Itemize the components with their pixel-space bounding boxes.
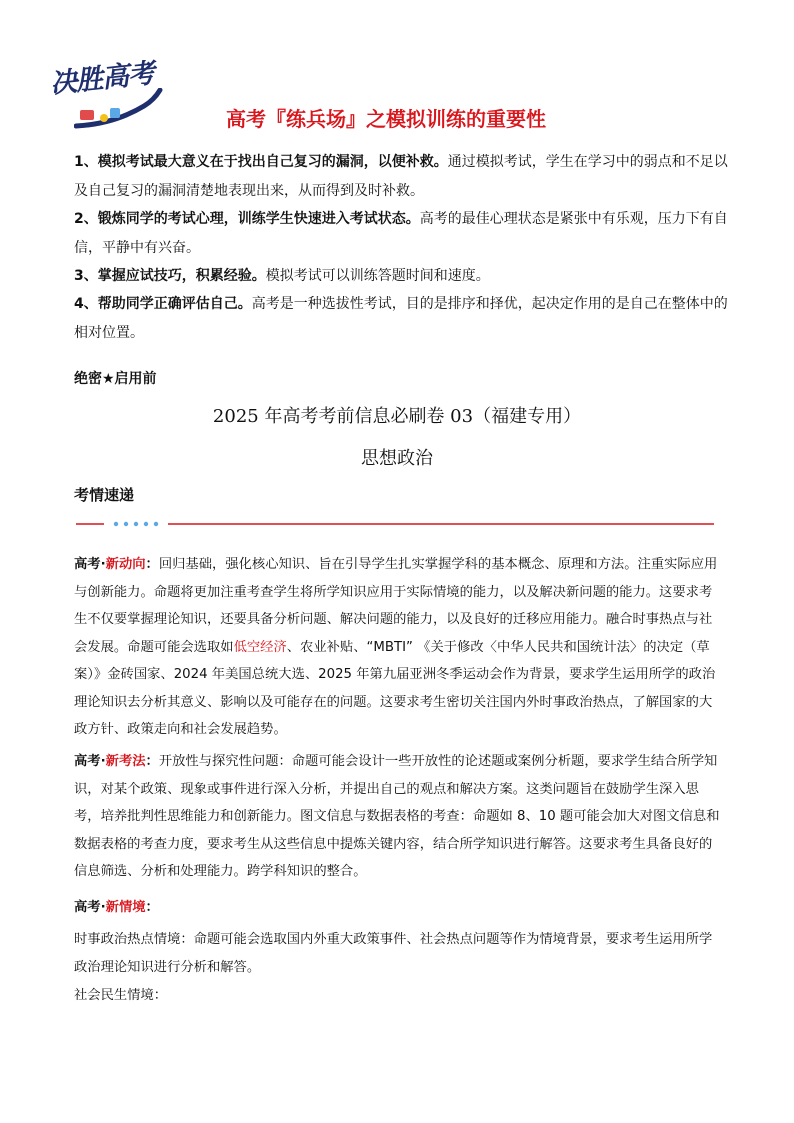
intro-point-bold: 3、掌握应试技巧，积累经验。 (74, 268, 266, 284)
method-label: 高考·新考法： (74, 754, 159, 769)
situation-label: 高考·新情境： (74, 900, 159, 915)
trend-text-after: 、农业补贴、“MBTI” 《关于修改〈中华人民共和国统计法〉的决定（草案）》金砖国家、2024 年美国总统大选、2025 年第九届亚洲冬季运动会作为背景，要求学生运用所学的政治理论知识去分析其意义、影响以及可能存在的问题。这要求考生密切关注国内外时事政治热点，了解国家的大政方针、政策走向和社会发展趋势。 (74, 639, 716, 737)
method-paragraph (74, 748, 724, 886)
subject-title: 思想政治 (361, 448, 433, 469)
intro-point-bold: 2、锻炼同学的考试心理，训练学生快速进入考试状态。 (74, 211, 420, 227)
trend-paragraph (74, 551, 724, 744)
intro-point-2 (74, 205, 730, 262)
logo-swoosh-icon (74, 88, 164, 132)
logo-brand-text: 决胜高考 (48, 58, 156, 100)
banner-title: 高考『练兵场』之模拟训练的重要性 (226, 107, 546, 131)
secret-label: 绝密★启用前 (74, 371, 157, 387)
brand-logo (46, 58, 164, 132)
intro-point-text: 高考是一种选拔性考试，目的是排序和择优，起决定作用的是自己在整体中的相对位置。 (74, 296, 728, 341)
situation-paragraph-1: 时事政治热点情境：命题可能会选取国内外重大政策事件、社会热点问题等作为情境背景，要求考生运用所学政治理论知识进行分析和解答。 (74, 932, 713, 975)
intro-point-4 (74, 290, 730, 347)
trend-highlight: 低空经济 (233, 639, 287, 655)
trend-text-before: 回归基础，强化核心知识、旨在引导学生扎实掌握学科的基本概念、原理和方法。注重实际应用与创新能力。命题将更加注重考查学生将所学知识应用于实际情境的能力，以及解决新问题的能力。这要求考生不仅要掌握理论知识，还要具备分析问题、解决问题的能力，以及良好的迁移应用能力。融合时事热点与社会发展。命题可能会选取如 (74, 557, 718, 655)
intro-point-bold: 1、模拟考试最大意义在于找出自己复习的漏洞，以便补救。 (74, 154, 448, 170)
section-heading: 考情速递 (74, 486, 135, 504)
intro-point-text: 模拟考试可以训练答题时间和速度。 (265, 268, 490, 284)
intro-point-bold: 4、帮助同学正确评估自己。 (74, 296, 252, 312)
intro-point-3 (74, 262, 730, 291)
intro-point-1 (74, 148, 730, 205)
intro-point-text: 通过模拟考试，学生在学习中的弱点和不足以及自己复习的漏洞清楚地表现出来，从而得到及时补救。 (74, 154, 728, 199)
exam-title: 2025 年高考考前信息必刷卷 03（福建专用） (212, 406, 582, 427)
intro-point-text: 高考的最佳心理状态是紧张中有乐观，压力下有自信，平静中有兴奋。 (74, 211, 728, 256)
situation-paragraph-2: 社会民生情境： (74, 988, 168, 1003)
method-text: 开放性与探究性问题：命题可能会设计一些开放性的论述题或案例分析题，要求学生结合所学知识，对某个政策、现象或事件进行深入分析，并提出自己的观点和解决方案。这类问题旨在鼓励学生深入思考，培养批判性思维能力和创新能力。图文信息与数据表格的考查：命题如 8、10 题可能会加大对图文信息和数据表格的考查力度，要求考生从这些信息中提炼关键内容，结合所学知识进行解答。这要求考生具备良好的信息筛选、分析和处理能力。跨学科知识的整合。 (74, 754, 720, 879)
section-divider (76, 518, 716, 530)
trend-label: 高考·新动向： (74, 557, 159, 572)
